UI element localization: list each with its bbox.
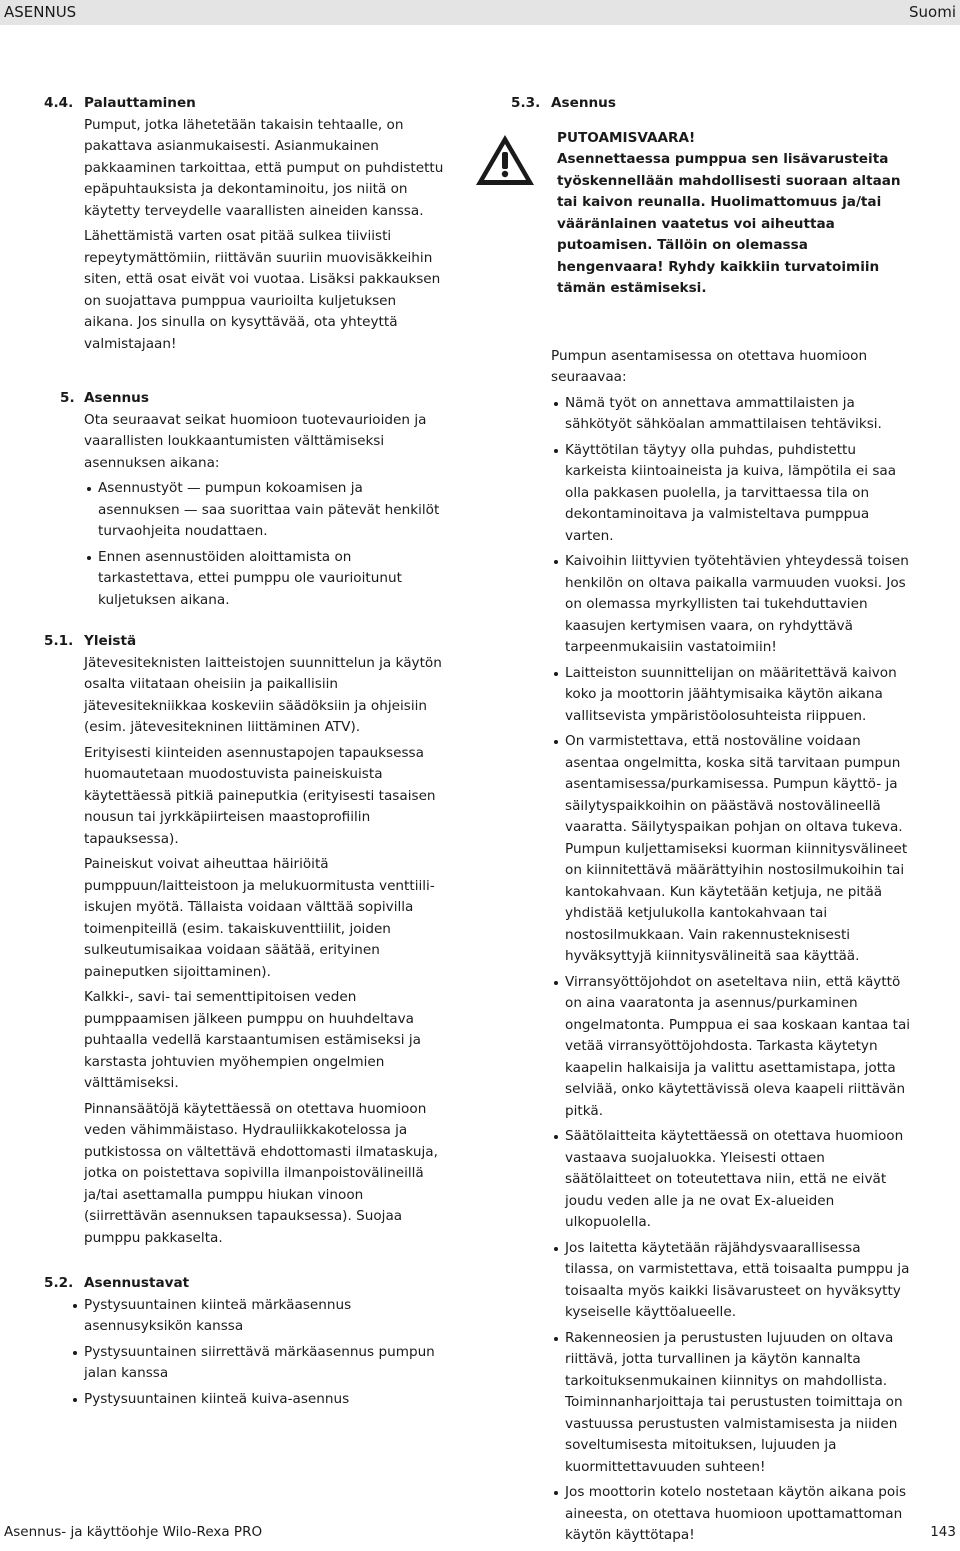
list-item: Ennen asennustöiden aloittamista on tarkastettava, ettei pumppu ole vaurioitunut kuljetuksen aikana. (84, 547, 444, 612)
section-title: Asennus (551, 95, 616, 111)
section-4-4 (44, 93, 444, 355)
list-item: Käyttötilan täytyy olla puhdas, puhdistettu karkeista kiintoaineista ja kuiva, lämpötila ei saa olla pakkasen puolella, ja tarvittaessa tila on dekontaminoitava ja valmisteltava pumppua varten. (551, 440, 911, 548)
section-body (70, 1295, 444, 1411)
page-header (0, 0, 960, 25)
warning-title: PUTOAMISVAARA! (557, 129, 696, 146)
header-language-label: Suomi (909, 3, 956, 21)
section-5 (44, 388, 444, 611)
footer-manual-title: Asennus- ja käyttöohje Wilo-Rexa PRO (4, 1524, 263, 1540)
section-number: 5. (60, 390, 75, 406)
section-heading (44, 631, 444, 653)
warning-text (551, 128, 911, 300)
list-item: Virransyöttöjohdot on aseteltava niin, että käyttö on aina vaaratonta ja asennus/purkaminen ongelmatonta. Pumppua ei saa koskaan kantaa tai vetää virransyöttöjohdosta. Tarkasta käytetyn kaapelin halkaisija ja valittu asettamistapa, jotta selviää, onko käytettävissä oleva kaapeli riittävän pitkä. (551, 972, 911, 1123)
list-item: Säätölaitteita käytettäessä on otettava huomioon vastaava suojaluokka. Yleisesti ottaen säätölaitteet on toteutettava niin, että ne eivät joudu veden alle ja ne ovat Ex-alueiden ulkopuolella. (551, 1126, 911, 1234)
header-section-label: ASENNUS (4, 3, 77, 21)
section-heading (511, 93, 911, 115)
section-body (84, 115, 444, 356)
page-footer (0, 1521, 960, 1543)
section-number: 4.4. (44, 95, 74, 111)
warning-notice (511, 128, 911, 300)
paragraph: Jätevesiteknisten laitteistojen suunnittelun ja käytön osalta viitataan oheisiin ja paikallisiin jätevesitekniikkaa koskeviin säädöksiin ja ohjeisiin (esim. jätevesitekninen liittäminen ATV). (84, 654, 442, 735)
bullet-list (70, 1295, 444, 1411)
list-item: Nämä työt on annettava ammattilaisten ja sähkötyöt sähköalan ammattilaisen tehtäviksi. (551, 393, 911, 436)
list-item: Jos moottorin kotelo nostetaan käytön aikana pois aineesta, on otettava huomioon upottamattoman käytön käyttötapa! (551, 1482, 911, 1547)
section-heading (44, 1273, 444, 1295)
paragraph: Pinnansäätöjä käytettäessä on otettava huomioon veden vähimmäistaso. Hydrauliikkakotelossa ja putkistossa on vältettävä ehdottomasti ilmataskuja, jotka on poistettava sopivilla ilmanpoistovälineillä ja/tai asettamalla pumppu hiukan vinoon (siirrettävän asennuksen tapauksessa). Suojaa pumppu pakkaselta. (84, 1100, 438, 1246)
right-column (511, 93, 911, 1551)
list-item: On varmistettava, että nostoväline voidaan asentaa ongelmitta, koska sitä tarvitaan pumpun asentamisessa/purkamisessa. Pumpun käyttö- ja säilytyspaikkoihin on päästävä nostovälineellä vaaratta. Säilytyspaikan pohjan on oltava tukeva. Pumpun kuljettamiseksi kuorman kiinnitysvälineet on kiinnitettävä määrättyihin nostosilmukoihin tai kantokahvaan. Kun käytetään ketjuja, ne pitää yhdistää ketjulukolla kantokahvaan tai nostosilmukkaan. Vain rakennusteknisesti hyväksyttyjä kiinnitysvälineitä saa käyttää. (551, 731, 911, 968)
bullet-list (551, 393, 911, 1547)
list-item: Laitteiston suunnittelijan on määritettävä kaivon koko ja moottorin jäähtymisaika käytön aikana vallitsevista ympäristöolosuhteista riippuen. (551, 663, 911, 728)
page-number: 143 (930, 1524, 956, 1540)
warning-body: Asennettaessa pumppua sen lisävarusteita työskennellään mahdollisesti suoraan altaan tai kaivon reunalla. Huolimattomuus ja/tai vääränlainen vaatetus voi aiheuttaa putoamisen. Tällöin on olemassa hengenvaara! Ryhdy kaikkiin turvatoimiin tämän estämiseksi. (557, 151, 901, 296)
section-title: Asennus (84, 390, 149, 406)
list-item: Pystysuuntainen siirrettävä märkäasennus pumpun jalan kanssa (70, 1342, 444, 1385)
section-heading (44, 93, 444, 115)
section-5-2 (44, 1273, 444, 1410)
section-5-1 (44, 631, 444, 1249)
paragraph: Pumput, jotka lähetetään takaisin tehtaalle, on pakattava asianmukaisesti. Asianmukainen pakkaaminen tarkoittaa, että pumput on puhdistettu epäpuhtauksista ja dekontaminoitu, jos niitä on käytetty terveydelle vaarallisten aineiden kanssa. (84, 116, 444, 219)
section-body (84, 410, 444, 612)
list-item: Kaivoihin liittyvien työtehtävien yhteydessä toisen henkilön on oltava paikalla varmuuden vuoksi. Jos on olemassa myrkyllisten tai tukehduttavien kaasujen kertymisen vaara, on ryhdyttävä tarpeenmukaisiin vastatoimiin! (551, 551, 911, 659)
paragraph: Paineiskut voivat aiheuttaa häiriöitä pumppuun/laitteistoon ja melukuormitusta venttiili-iskujen myötä. Tällaista voidaan välttää sopivilla toimenpiteillä (esim. takaiskuventtiilit, joiden sulkeutumisaikaa voidaan säätää, erityinen paineputken sijoittaminen). (84, 856, 435, 980)
bullet-list (84, 478, 444, 611)
section-heading (44, 388, 444, 410)
paragraph: Kalkki-, savi- tai sementtipitoisen veden pumppaamisen jälkeen pumppu on huuhdeltava puhtaalla vedellä karstaantumisen estämiseksi ja karstasta johtuvien myöhempien ongelmien välttämiseksi. (84, 989, 421, 1091)
section-number: 5.1. (44, 633, 74, 649)
section-number: 5.2. (44, 1275, 74, 1291)
list-item: Pystysuuntainen kiinteä kuiva-asennus (70, 1389, 444, 1411)
section-5-3 (511, 93, 911, 1547)
section-body (551, 346, 911, 1547)
section-body (84, 653, 444, 1250)
section-title: Asennustavat (84, 1275, 190, 1291)
section-number: 5.3. (511, 95, 541, 111)
paragraph: Erityisesti kiinteiden asennustapojen tapauksessa huomautetaan muodostuvista paineiskuista käytettäessä pitkiä paineputkia (erityisesti tasaisen nousun tai jyrkkäpiirteisen maastoprofiilin tapauksessa). (84, 744, 436, 847)
list-item: Asennustyöt — pumpun kokoamisen ja asennuksen — saa suorittaa vain pätevät henkilöt turvaohjeita noudattaen. (84, 478, 444, 543)
section-title: Yleistä (84, 633, 137, 649)
list-item: Pystysuuntainen kiinteä märkäasennus asennusyksikön kanssa (70, 1295, 444, 1338)
warning-triangle-icon (511, 128, 551, 300)
paragraph: Lähettämistä varten osat pitää sulkea tiiviisti repeytymättömiin, riittävän suuriin muovisäkkeihin siten, että osat eivät voi vuotaa. Lisäksi pakkauksen on suojattava pumppua vaurioilta kuljetuksen aikana. Jos sinulla on kysyttävää, ota yhteyttä valmistajaan! (84, 228, 441, 352)
section-title: Palauttaminen (84, 95, 196, 111)
paragraph: Pumpun asentamisessa on otettava huomioon seuraavaa: (551, 347, 868, 385)
list-item: Jos laitetta käytetään räjähdysvaarallisessa tilassa, on varmistettava, että toisaalta pumppu ja toisaalta myös kaikki lisävarusteet on hyväksytty kyseiselle käyttöalueelle. (551, 1238, 911, 1324)
paragraph: Ota seuraavat seikat huomioon tuotevaurioiden ja vaarallisten loukkaantumisten välttämiseksi asennuksen aikana: (84, 411, 427, 471)
list-item: Rakenneosien ja perustusten lujuuden on oltava riittävä, jotta turvallinen ja käytön kannalta tarkoituksenmukainen kiinnitys on mahdollista. Toiminnanharjoittaja tai perustusten toimittaja on vastuussa perustusten valmistamisesta ja niiden soveltumisesta mitoituksen, lujuuden ja kuormittettavuuden suhteen! (551, 1328, 911, 1479)
left-column (44, 93, 444, 1414)
